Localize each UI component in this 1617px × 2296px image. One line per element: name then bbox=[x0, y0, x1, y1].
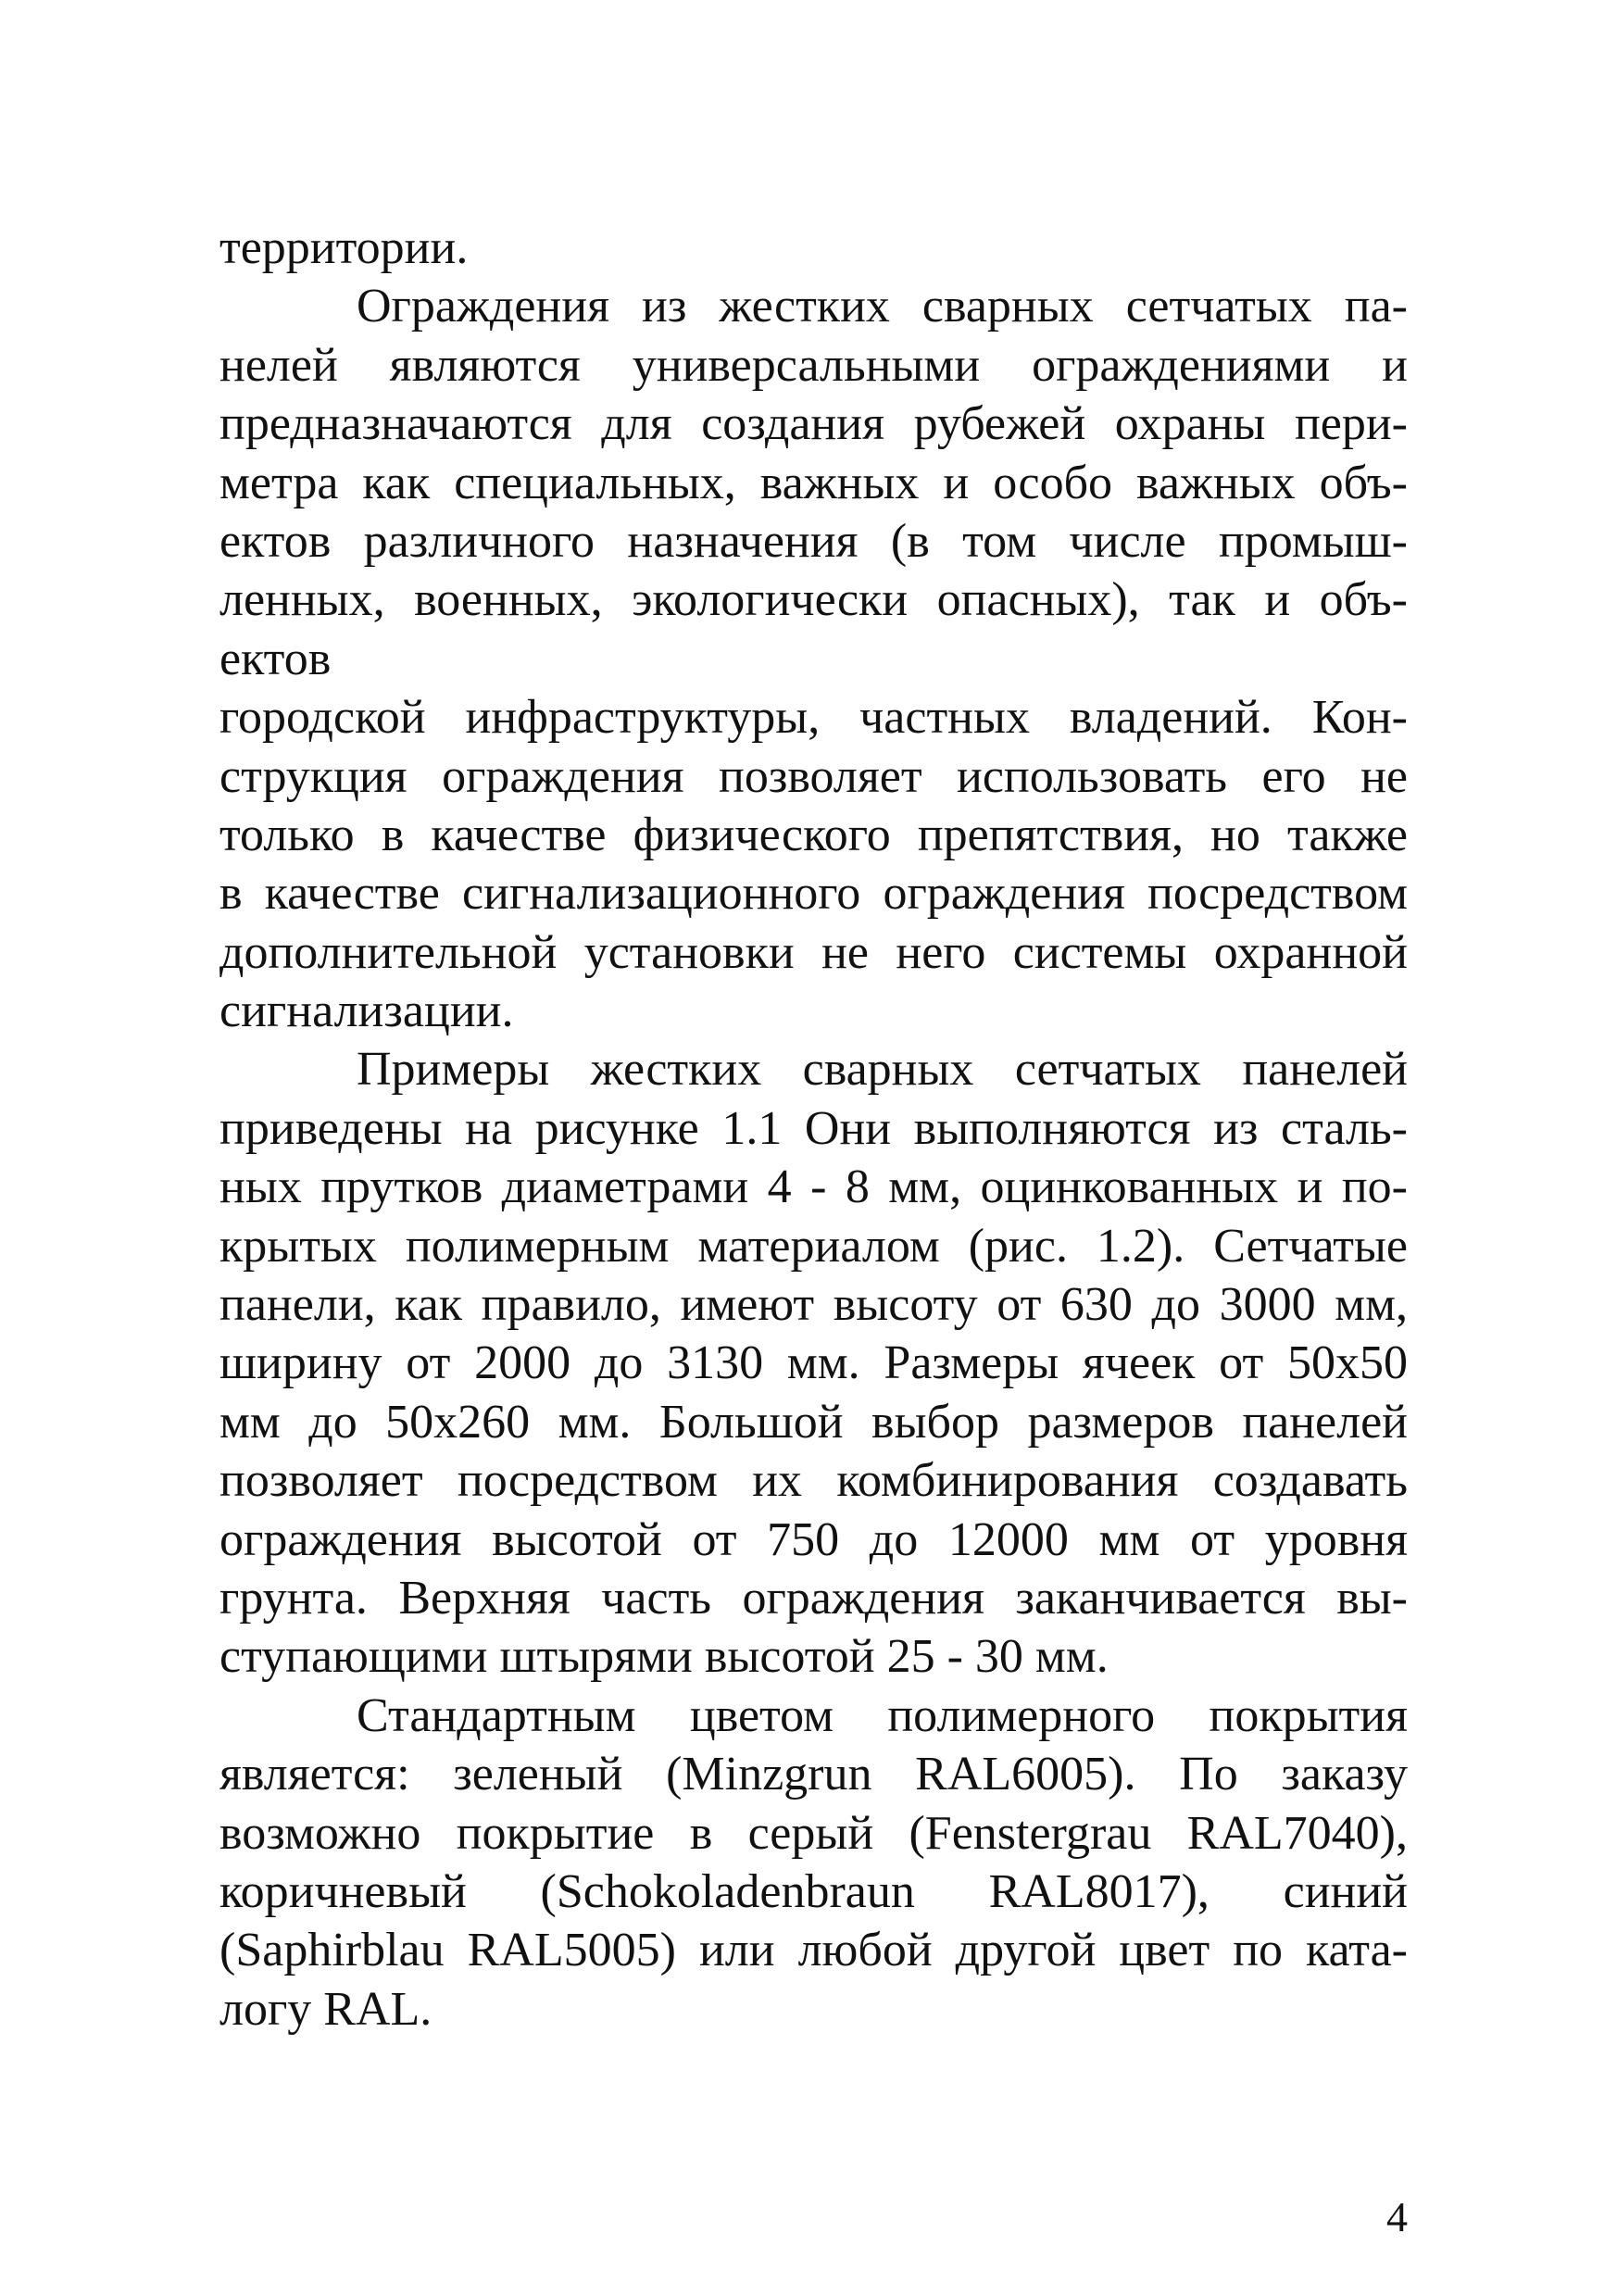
text-line: ных прутков диаметрами 4 - 8 мм, оцинкованных и по- bbox=[219, 1161, 1408, 1214]
text-line: мм до 50x260 мм. Большой выбор размеров панелей bbox=[219, 1395, 1408, 1449]
paragraph-start-line: Стандартным цветом полимерного покрытия bbox=[357, 1688, 1408, 1742]
text-line: является: зеленый (Minzgrun RAL6005). По заказу bbox=[219, 1748, 1408, 1801]
text-line: в качестве сигнализационного ограждения посредством bbox=[219, 867, 1408, 921]
text-line: панели, как правило, имеют высоту от 630 до 3000 мм, bbox=[219, 1278, 1408, 1332]
text-line: логу RAL. bbox=[219, 1982, 432, 2036]
text-line: ектов bbox=[219, 632, 332, 685]
body-text bbox=[219, 219, 1408, 2039]
text-line: ленных, военных, экологически опасных), так и объ- bbox=[219, 573, 1408, 627]
text-line: приведены на рисунке 1.1 Они выполняются из сталь- bbox=[219, 1101, 1408, 1155]
text-line: крытых полимерным материалом (рис. 1.2). Сетчатые bbox=[219, 1219, 1408, 1273]
text-line: городской инфраструктуры, частных владений. Кон- bbox=[219, 691, 1408, 745]
text-line: коричневый (Schokoladenbraun RAL8017), синий bbox=[219, 1864, 1408, 1918]
text-line: предназначаются для создания рубежей охраны пери- bbox=[219, 397, 1408, 451]
text-line: струкция ограждения позволяет использовать его не bbox=[219, 749, 1408, 803]
text-line: территории. bbox=[219, 221, 469, 274]
text-line: ограждения высотой от 750 до 12000 мм от уровня bbox=[219, 1512, 1408, 1566]
text-line: ектов различного назначения (в том числе промыш- bbox=[219, 514, 1408, 568]
paragraph-start-line: Примеры жестких сварных сетчатых панелей bbox=[357, 1043, 1408, 1097]
text-line: дополнительной установки не него системы охранной bbox=[219, 925, 1408, 979]
text-line: (Saphirblau RAL5005) или любой другой цвет по ката- bbox=[219, 1924, 1408, 1977]
text-line: нелей являются универсальными ограждениями и bbox=[219, 338, 1408, 392]
text-line: ширину от 2000 до 3130 мм. Размеры ячеек от 50x50 bbox=[219, 1336, 1408, 1390]
text-line: сигнализации. bbox=[219, 985, 514, 1038]
text-line: позволяет посредством их комбинирования создавать bbox=[219, 1454, 1408, 1508]
text-line: грунта. Верхняя часть ограждения заканчивается вы- bbox=[219, 1571, 1408, 1625]
text-line: ступающими штырями высотой 25 - 30 мм. bbox=[219, 1630, 1109, 1684]
paragraph-start-line: Ограждения из жестких сварных сетчатых па- bbox=[357, 280, 1408, 333]
text-line: метра как специальных, важных и особо важных объ- bbox=[219, 456, 1408, 509]
text-line: только в качестве физического препятствия, но также bbox=[219, 808, 1408, 861]
page-number: 4 bbox=[1386, 2193, 1408, 2240]
text-line: возможно покрытие в серый (Fenstergrau RAL7040), bbox=[219, 1806, 1408, 1860]
